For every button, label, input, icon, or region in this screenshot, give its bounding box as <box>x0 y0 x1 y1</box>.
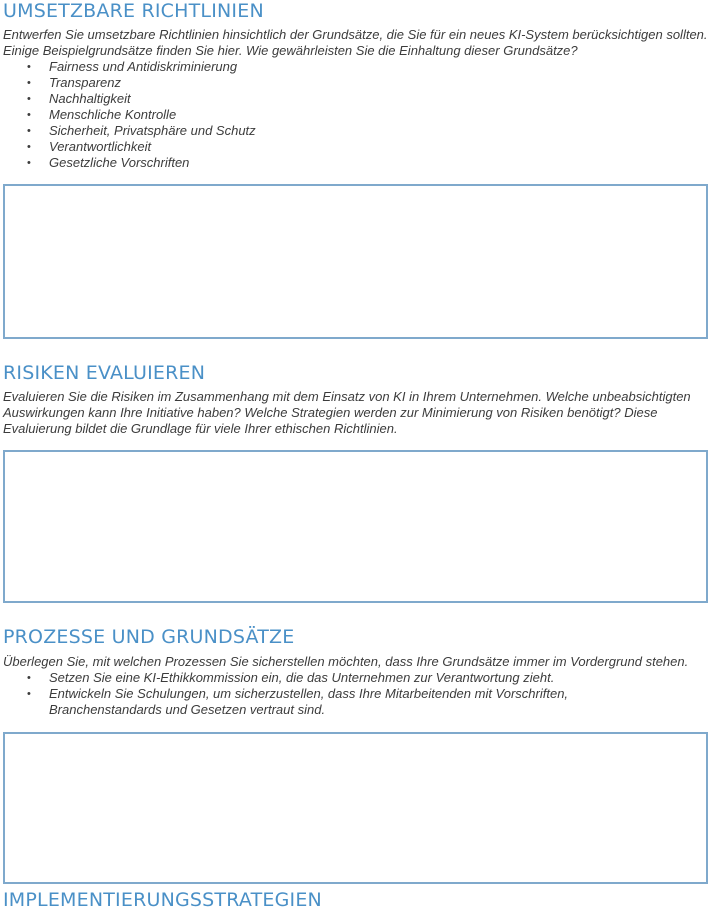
list-item: • Transparenz <box>27 75 122 90</box>
bullet-icon: • <box>27 141 31 153</box>
list-item: • Menschliche Kontrolle <box>27 107 177 122</box>
prozesse-answer-box[interactable] <box>3 732 708 884</box>
bullet-icon: • <box>27 125 31 137</box>
section-heading-prozesse: PROZESSE UND GRUNDSÄTZE <box>3 626 295 648</box>
process-list <box>0 670 649 718</box>
risiken-answer-box[interactable] <box>3 450 708 603</box>
list-item: • Nachhaltigkeit <box>27 91 131 106</box>
bullet-icon: • <box>27 93 31 105</box>
section-heading-implementierung: IMPLEMENTIERUNGSSTRATEGIEN <box>3 889 322 911</box>
principles-list <box>0 59 649 171</box>
bullet-icon: • <box>27 157 31 169</box>
bullet-icon: • <box>27 61 31 73</box>
richtlinien-answer-box[interactable] <box>3 184 708 339</box>
list-item: • Sicherheit, Privatsphäre und Schutz <box>27 123 256 138</box>
list-item: • Fairness und Antidiskriminierung <box>27 59 238 74</box>
list-item: • Setzen Sie eine KI-Ethikkommission ein, die das Unternehmen zur Verantwortung zieht. <box>27 670 555 685</box>
section-text-prozesse: Überlegen Sie, mit welchen Prozessen Sie sicherstellen möchten, dass Ihre Grundsätze immer im Vordergrund stehen. <box>3 654 689 669</box>
bullet-icon: • <box>27 77 31 89</box>
list-item: • Entwickeln Sie Schulungen, um sicherzustellen, dass Ihre Mitarbeitenden mit Vorschriften, Branchenstandards und Gesetzen vertraut sind. <box>27 686 569 717</box>
section-text-risiken: Evaluieren Sie die Risiken im Zusammenhang mit dem Einsatz von KI in Ihrem Unternehmen. Welche unbeabsichtigten Auswirkungen kann Ihre Initiative haben? Welche Strategien werden zur Minimierung von Risiken benötigt? Diese Evaluierung bildet die Grundlage für viele Ihrer ethischen Richtlinien. <box>3 389 691 436</box>
section-text-richtlinien: Entwerfen Sie umsetzbare Richtlinien hinsichtlich der Grundsätze, die Sie für ein neues KI-System berücksichtigen sollten. Einige Beispielgrundsätze finden Sie hier. Wie gewährleisten Sie die Einhaltung dieser Grundsätze? <box>3 27 708 58</box>
bullet-icon: • <box>27 672 31 684</box>
list-item: • Gesetzliche Vorschriften <box>27 155 190 170</box>
section-heading-richtlinien: UMSETZBARE RICHTLINIEN <box>3 0 264 22</box>
bullet-icon: • <box>27 688 31 700</box>
bullet-icon: • <box>27 109 31 121</box>
list-item: • Verantwortlichkeit <box>27 139 152 154</box>
section-heading-risiken: RISIKEN EVALUIEREN <box>3 362 206 384</box>
